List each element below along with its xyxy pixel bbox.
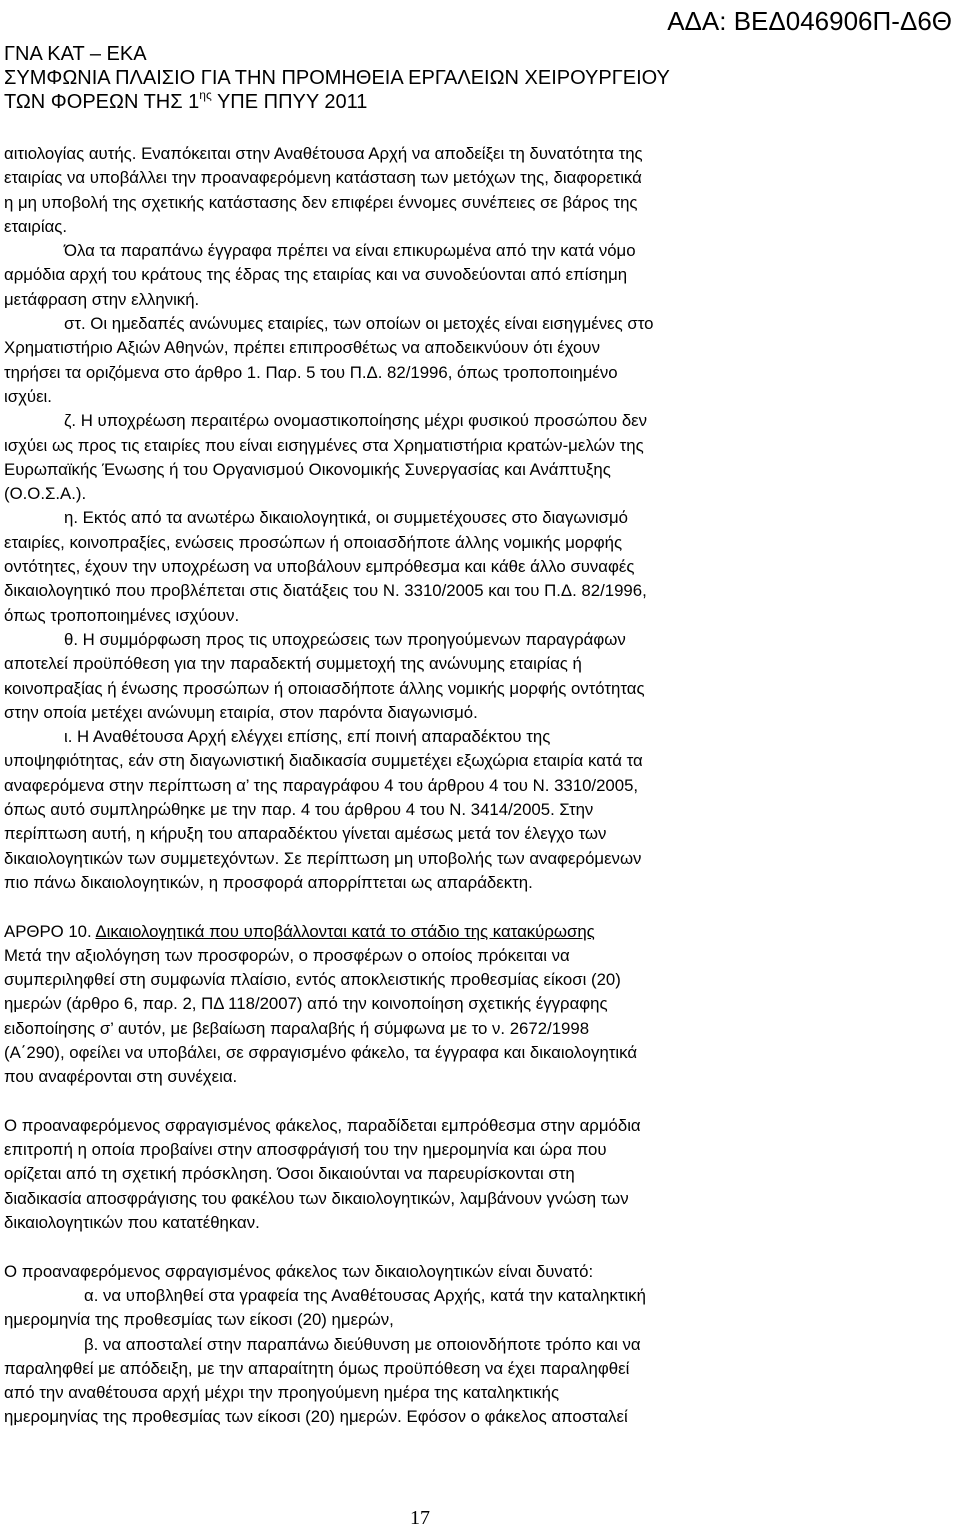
text-line: επιτροπή η οποία προβαίνει στην αποσφράγισή του την ημερομηνία και ώρα που bbox=[4, 1140, 607, 1160]
text-line: η μη υποβολή της σχετικής κατάστασης δεν επιφέρει έννομες συνέπειες σε βάρος της bbox=[4, 192, 638, 212]
text-line: τηρήσει τα οριζόμενα στο άρθρο 1. Παρ. 5 του Π.Δ. 82/1996, όπως τροποποιημένο bbox=[4, 362, 618, 382]
text-line: δικαιολογητικών που κατατέθηκαν. bbox=[4, 1213, 260, 1233]
text-line: Ευρωπαϊκής Ένωσης ή του Οργανισμού Οικονομικής Συνεργασίας και Ανάπτυξης bbox=[4, 459, 611, 479]
text-line: αποτελεί προϋπόθεση για την παραδεκτή συμμετοχή της ανώνυμης εταιρίας ή bbox=[4, 654, 582, 674]
article-heading bbox=[4, 920, 832, 944]
text-line: όπως τροποποιημένες ισχύουν. bbox=[4, 605, 240, 625]
header-line-1: ΓΝΑ ΚΑΤ – ΕΚΑ bbox=[4, 43, 147, 65]
text-line: εταιρίες, κοινοπραξίες, ενώσεις προσώπων ή οποιασδήποτε άλλης νομικής μορφής bbox=[4, 532, 623, 552]
text-line: θ. Η συμμόρφωση προς τις υποχρεώσεις των προηγούμενων παραγράφων bbox=[64, 629, 626, 649]
text-line: διαδικασία αποσφράγισης του φακέλου των δικαιολογητικών, λαμβάνουν γνώση των bbox=[4, 1188, 629, 1208]
text-line: αιτιολογίας αυτής. Εναπόκειται στην Αναθέτουσα Αρχή να αποδείξει τη δυνατότητα της bbox=[4, 144, 643, 163]
article-number: ΑΡΘΡΟ 10. bbox=[4, 921, 96, 941]
text-line: η. Εκτός από τα ανωτέρω δικαιολογητικά, οι συμμετέχουσες στο διαγωνισμό bbox=[64, 508, 628, 528]
text-line: εταιρίας. bbox=[4, 216, 68, 236]
text-line: στην οποία μετέχει ανώνυμη εταιρία, στον παρόντα διαγωνισμό. bbox=[4, 702, 478, 722]
text-line: ημερών (άρθρο 6, παρ. 2, ΠΔ 118/2007) από την κοινοποίηση σχετικής έγγραφης bbox=[4, 994, 608, 1014]
text-line: συμπεριληφθεί στη συμφωνία πλαίσιο, εντός αποκλειστικής προθεσμίας είκοσι (20) bbox=[4, 970, 621, 990]
text-line: α. να υποβληθεί στα γραφεία της Αναθέτουσας Αρχής, κατά την καταληκτική bbox=[84, 1285, 646, 1305]
text-line: ισχύει ως προς τις εταιρίες που είναι εισηγμένες στα Χρηματιστήρια κρατών-μελών της bbox=[4, 435, 644, 455]
text-line: οντότητες, έχουν την υποχρέωση να υποβάλουν εμπρόθεσμα και κάθε άλλο συναφές bbox=[4, 557, 635, 577]
text-line: Ο προαναφερόμενος σφραγισμένος φάκελος, παραδίδεται εμπρόθεσμα στην αρμόδια bbox=[4, 1115, 641, 1135]
text-line: εταιρίας να υποβάλλει την προαναφερόμενη κατάσταση των μετόχων της, διαφορετικά bbox=[4, 168, 642, 188]
text-line: Όλα τα παραπάνω έγγραφα πρέπει να είναι επικυρωμένα από την κατά νόμο bbox=[64, 241, 636, 261]
text-line: ισχύει. bbox=[4, 386, 52, 406]
text-line: ορίζεται από τη σχετική πρόσκληση. Όσοι δικαιούνται να παρευρίσκονται στη bbox=[4, 1164, 575, 1184]
text-line: στ. Οι ημεδαπές ανώνυμες εταιρίες, των οποίων οι μετοχές είναι εισηγμένες στο bbox=[64, 314, 654, 334]
page-number: 17 bbox=[410, 1507, 430, 1529]
document-header bbox=[4, 42, 670, 114]
text-line: δικαιολογητικό που προβλέπεται στις διατάξεις του Ν. 3310/2005 και του Π.Δ. 82/1996, bbox=[4, 581, 647, 601]
text-line: ι. Η Αναθέτουσα Αρχή ελέγχει επίσης, επί ποινή απαραδέκτου της bbox=[64, 727, 551, 747]
header-line-3-b: ΥΠΕ ΠΠΥΥ 2011 bbox=[211, 91, 368, 113]
text-line: Χρηματιστήριο Αξιών Αθηνών, πρέπει επιπροσθέτως να αποδεικνύουν ότι έχουν bbox=[4, 338, 600, 358]
text-line: (Ο.Ο.Σ.Α.). bbox=[4, 484, 87, 504]
header-line-2: ΣΥΜΦΩΝΙΑ ΠΛΑΙΣΙΟ ΓΙΑ ΤΗΝ ΠΡΟΜΗΘΕΙΑ ΕΡΓΑΛΕΙΩΝ ΧΕΙΡΟΥΡΓΕΙΟΥ bbox=[4, 67, 670, 89]
text-line: δικαιολογητικών των συμμετεχόντων. Σε περίπτωση μη υποβολής των αναφερόμενων bbox=[4, 848, 642, 868]
text-line: πιο πάνω δικαιολογητικών, η προσφορά απορρίπτεται ως απαράδεκτη. bbox=[4, 872, 533, 892]
text-line: Ο προαναφερόμενος σφραγισμένος φάκελος των δικαιολογητικών είναι δυνατό: bbox=[4, 1261, 594, 1281]
text-line: όπως αυτό συμπληρώθηκε με την παρ. 4 του άρθρου 4 του Ν. 3414/2005. Στην bbox=[4, 800, 594, 820]
text-line: Μετά την αξιολόγηση των προσφορών, ο προσφέρων ο οποίος πρόκειται να bbox=[4, 945, 570, 965]
text-line: αρμόδια αρχή του κράτους της έδρας της εταιρίας και να συνοδεύονται από επίσημη bbox=[4, 265, 628, 285]
text-line: μετάφραση στην ελληνική. bbox=[4, 289, 200, 309]
text-line: ημερομηνίας της προθεσμίας των είκοσι (20) ημερών. Εφόσον ο φάκελος αποσταλεί bbox=[4, 1407, 628, 1427]
text-line: περίπτωση αυτή, η κήρυξη του απαραδέκτου γίνεται αμέσως μετά τον έλεγχο των bbox=[4, 824, 607, 844]
text-line: αναφερόμενα στην περίπτωση α’ της παραγράφου 4 του άρθρου 4 του Ν. 3310/2005, bbox=[4, 775, 639, 795]
text-line: που αναφέρονται στη συνέχεια. bbox=[4, 1067, 238, 1087]
text-line: ημερομηνία της προθεσμίας των είκοσι (20) ημερών, bbox=[4, 1310, 394, 1330]
document-body bbox=[4, 142, 832, 1430]
text-line: υποψηφιότητας, εάν στη διαγωνιστική διαδικασία συμμετέχει εξωχώρια εταιρία κατά τα bbox=[4, 751, 643, 771]
text-line: από την αναθέτουσα αρχή μέχρι την προηγούμενη ημέρα της καταληκτικής bbox=[4, 1383, 560, 1403]
text-line: ειδοποίησης σ’ αυτόν, με βεβαίωση παραλαβής ή σύμφωνα με το ν. 2672/1998 bbox=[4, 1018, 590, 1038]
text-line: β. να αποσταλεί στην παραπάνω διεύθυνση με οποιονδήποτε τρόπο και να bbox=[84, 1334, 641, 1354]
article-title: Δικαιολογητικά που υποβάλλονται κατά το στάδιο της κατακύρωσης bbox=[95, 921, 595, 941]
text-line: κοινοπραξίας ή ένωσης προσώπων ή οποιασδήποτε άλλης νομικής μορφής οντότητας bbox=[4, 678, 645, 698]
header-superscript: ης bbox=[199, 88, 212, 102]
text-line: ζ. Η υποχρέωση περαιτέρω ονομαστικοποίησης μέχρι φυσικού προσώπου δεν bbox=[64, 411, 648, 431]
text-line: (Α΄290), οφείλει να υποβάλει, σε σφραγισμένο φάκελο, τα έγγραφα και δικαιολογητικά bbox=[4, 1042, 638, 1062]
header-line-3-a: ΤΩΝ ΦΟΡΕΩΝ ΤΗΣ 1 bbox=[4, 91, 200, 113]
ada-code: ΑΔΑ: ΒΕΔ046906Π-Δ6Θ bbox=[667, 6, 952, 36]
header-line-3 bbox=[4, 90, 670, 114]
text-line: παραληφθεί με απόδειξη, με την απαραίτητη όμως προϋπόθεση να έχει παραληφθεί bbox=[4, 1358, 630, 1378]
